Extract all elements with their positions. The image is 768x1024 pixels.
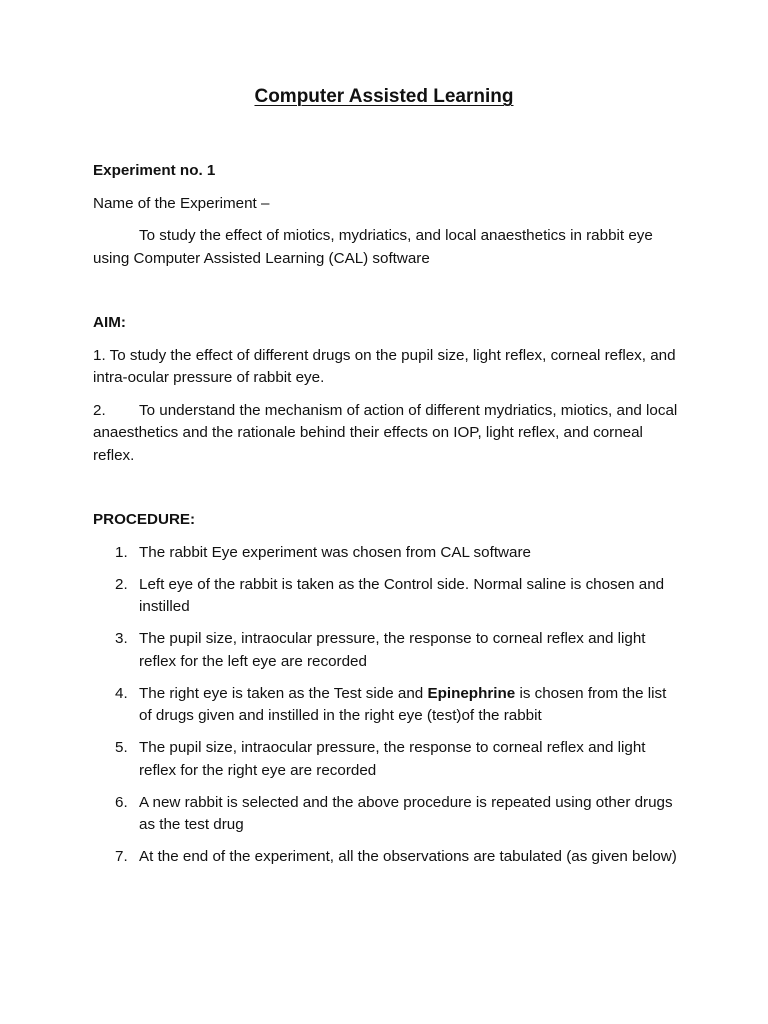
aim-item-1: 1. To study the effect of different drugs on the pupil size, light reflex, corneal reflex, and intra-ocular pressure of rabbit eye. bbox=[93, 346, 676, 386]
step-text: The rabbit Eye experiment was chosen from CAL software bbox=[139, 543, 531, 561]
experiment-number: Experiment no. 1 bbox=[93, 162, 216, 179]
step-text: The pupil size, intraocular pressure, the response to corneal reflex and light reflex for the left eye are recorded bbox=[139, 630, 646, 670]
aim-item-2-text: To understand the mechanism of action of different mydriatics, miotics, and local anaesthetics and the rationale behind their effects on IOP, light reflex, and corneal reflex. bbox=[93, 401, 678, 464]
step-text-post: is chosen from the list of drugs given and instilled in the right eye (test)of the rabbit bbox=[139, 684, 667, 724]
step-text: A new rabbit is selected and the above procedure is repeated using other drugs as the test drug bbox=[139, 793, 673, 833]
aim-item-2 bbox=[93, 400, 683, 468]
procedure-list bbox=[93, 542, 683, 869]
step-number: 6. bbox=[115, 793, 128, 811]
step-number: 5. bbox=[115, 739, 128, 756]
experiment-name-text: To study the effect of miotics, mydriatics, and local anaesthetics in rabbit eye using Computer Assisted Learning (CAL) software bbox=[93, 227, 653, 267]
aim-item-2-number: 2. bbox=[93, 401, 106, 419]
procedure-step bbox=[93, 683, 683, 728]
aim-heading: AIM: bbox=[93, 314, 126, 331]
document-title: Computer Assisted Learning bbox=[254, 86, 514, 107]
procedure-step bbox=[93, 846, 683, 869]
procedure-step bbox=[93, 628, 683, 673]
document-body bbox=[93, 160, 683, 878]
experiment-name-label: Name of the Experiment – bbox=[93, 194, 270, 212]
step-number: 2. bbox=[115, 575, 128, 593]
step-text: At the end of the experiment, all the observations are tabulated (as given below) bbox=[139, 848, 677, 865]
procedure-step bbox=[93, 574, 683, 619]
procedure-step bbox=[93, 737, 683, 782]
step-text-pre: The right eye is taken as the Test side and bbox=[139, 684, 428, 702]
step-number: 4. bbox=[115, 684, 128, 702]
procedure-heading: PROCEDURE: bbox=[93, 511, 196, 528]
drug-name: Epinephrine bbox=[427, 684, 516, 702]
step-text: Left eye of the rabbit is taken as the Control side. Normal saline is chosen and instilled bbox=[139, 575, 665, 615]
step-number: 1. bbox=[115, 543, 128, 561]
step-text: The pupil size, intraocular pressure, the response to corneal reflex and light reflex for the right eye are recorded bbox=[139, 739, 646, 779]
procedure-step bbox=[93, 792, 683, 837]
step-number: 7. bbox=[115, 848, 128, 865]
step-number: 3. bbox=[115, 630, 128, 647]
procedure-step bbox=[93, 542, 683, 565]
